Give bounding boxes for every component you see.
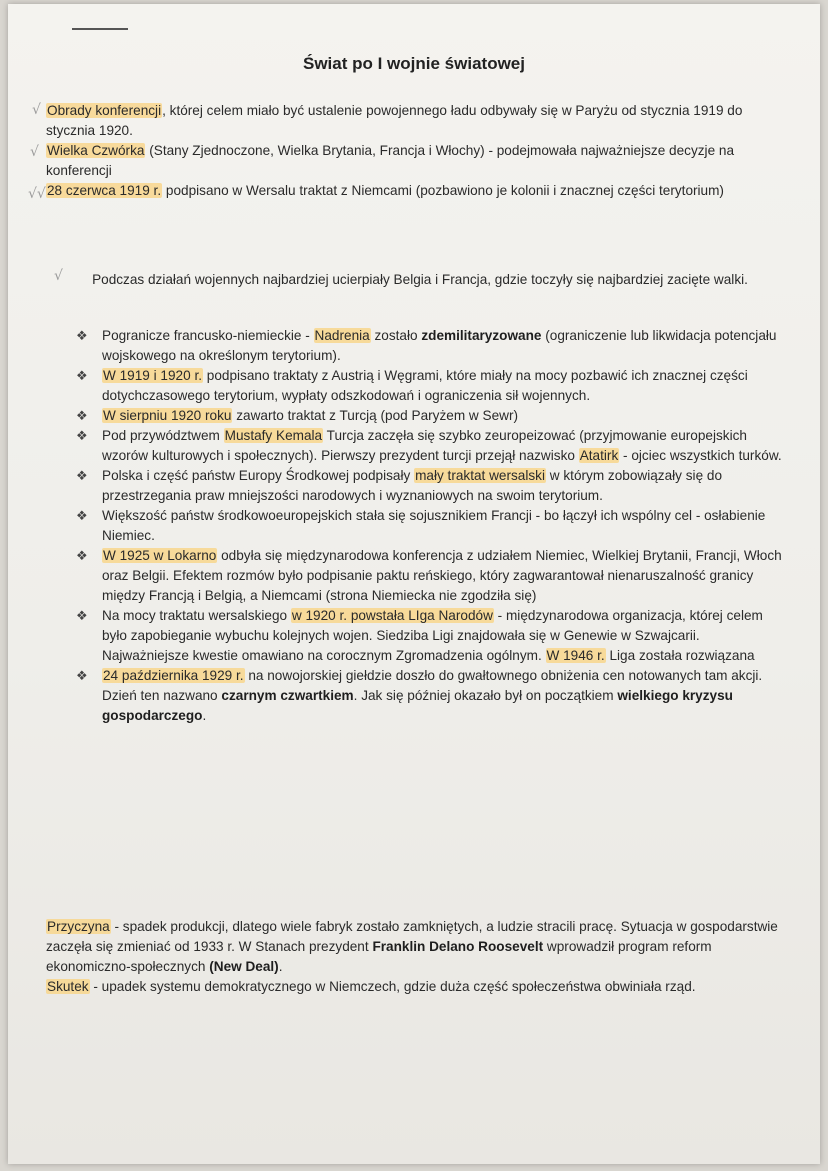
list-item-text: [102, 328, 776, 363]
highlighted-text: Mustafy Kemala: [224, 428, 323, 443]
text-run: - spadek produkcji, dlatego wiele fabryk zostało zamkniętych, a ludzie stracili pracę. Sytuacja w gospodarstwie zaczęła się zmieniać od 1933 r. W Stanach prezydent: [46, 919, 778, 954]
text-run: Na mocy traktatu wersalskiego: [102, 608, 291, 623]
bold-text: wielkiego kryzysu gospodarczego: [102, 688, 733, 723]
list-item: [74, 466, 786, 506]
highlighted-text: W 1919 i 1920 r.: [103, 368, 202, 383]
list-item-text: [102, 368, 748, 403]
text-run: na nowojorskiej giełdzie doszło do gwałtownego obniżenia cen notowanych tam akcji. Dzień ten nazwano: [102, 668, 763, 703]
check-mark-icon: √√: [28, 186, 46, 202]
text-run: Liga została rozwiązana: [605, 648, 755, 663]
list-item: [74, 546, 786, 606]
highlighted-text: Wielka Czwórka: [47, 143, 145, 158]
text-run: (ograniczenie lub likwidacja potencjału wojskowego na określonym terytorium).: [102, 328, 777, 363]
list-item: [74, 426, 786, 466]
highlighted-text: Skutek: [47, 979, 89, 994]
highlighted-text: 24 października 1929 r.: [103, 668, 244, 683]
list-item: [74, 506, 786, 546]
diamond-bullet-icon: ❖: [76, 668, 88, 683]
outro-section: [46, 917, 790, 997]
war-paragraph: Podczas działań wojennych najbardziej ucierpiały Belgia i Francja, gdzie toczyły się najbardziej zacięte walki.: [92, 272, 748, 287]
diamond-bullet-icon: ❖: [76, 368, 88, 383]
highlighted-text: W sierpniu 1920 roku: [103, 408, 232, 423]
page-title: Świat po I wojnie światowej: [303, 54, 525, 73]
text-run: Pogranicze francusko-niemieckie -: [102, 328, 314, 343]
list-item: [74, 666, 786, 726]
list-item-text: [102, 548, 782, 603]
check-mark-icon: √: [32, 102, 41, 118]
bold-text: zdemilitaryzowane: [421, 328, 542, 343]
text-run: wprowadził program reform ekonomiczno-społecznych: [46, 939, 712, 974]
text-run: Polska i część państw Europy Środkowej podpisały: [102, 468, 415, 483]
list-item-text: [102, 428, 782, 463]
diamond-bullet-icon: ❖: [76, 468, 88, 483]
text-run: .: [278, 959, 283, 974]
text-run: (Stany Zjednoczone, Wielka Brytania, Francja i Włochy) - podejmowała najważniejsze decyzje na konferencji: [46, 143, 735, 178]
top-rule: [72, 28, 128, 30]
text-run: w którym zobowiązały się do przestrzegania praw mniejszości narodowych i wyznaniowych na swoim terytorium.: [102, 468, 723, 503]
intro-paragraph: [46, 141, 790, 181]
bold-text: czarnym czwartkiem: [221, 688, 354, 703]
list-item: [74, 606, 786, 666]
list-item-text: [102, 508, 765, 543]
text-run: podpisano w Wersalu traktat z Niemcami (pozbawiono je kolonii i znacznej części terytorium): [162, 183, 724, 198]
text-run: zawarto traktat z Turcją (pod Paryżem w Sewr): [232, 408, 519, 423]
highlighted-text: Nadrenia: [314, 328, 370, 343]
highlighted-text: w 1920 r. powstała LIga Narodów: [291, 608, 493, 623]
diamond-bullet-icon: ❖: [76, 328, 88, 343]
highlighted-text: W 1925 w Lokarno: [103, 548, 217, 563]
highlighted-text: mały traktat wersalski: [415, 468, 545, 483]
diamond-bullet-icon: ❖: [76, 428, 88, 443]
outro-paragraph: [46, 977, 790, 997]
text-run: podpisano traktaty z Austrią i Węgrami, które miały na mocy pozbawić ich znacznej części dotychczasowego terytorium, wypłaty odszkodowań i ograniczenia sił wojennych.: [102, 368, 748, 403]
text-run: - upadek systemu demokratycznego w Niemczech, gdzie duża część społeczeństwa obwiniała rząd.: [89, 979, 696, 994]
intro-paragraph: [46, 101, 790, 141]
text-run: zostało: [370, 328, 422, 343]
outro-paragraph: [46, 917, 790, 977]
diamond-bullet-icon: ❖: [76, 508, 88, 523]
text-run: Turcja zaczęła się szybko zeuropeizować (przyjmowanie europejskich wzorów kulturowych i społecznych). Pierwszy prezydent turcji przejął nazwisko: [102, 428, 747, 463]
bold-text: Franklin Delano Roosevelt: [372, 939, 544, 954]
diamond-bullet-icon: ❖: [76, 608, 88, 623]
notebook-page: [8, 4, 820, 1164]
diamond-bullet-icon: ❖: [76, 408, 88, 423]
highlighted-text: Atatirk: [579, 448, 619, 463]
check-mark-icon: √: [30, 144, 39, 160]
text-run: Pod przywództwem: [102, 428, 224, 443]
list-item: [74, 406, 786, 426]
text-run: Większość państw środkowoeuropejskich stała się sojusznikiem Francji - bo łączył ich wspólny cel - osłabienie Niemiec.: [102, 508, 766, 543]
list-item-text: [102, 408, 518, 423]
highlighted-text: 28 czerwca 1919 r.: [47, 183, 162, 198]
text-run: .: [202, 708, 207, 723]
intro-paragraph: [46, 181, 790, 201]
list-item-text: [102, 668, 762, 723]
diamond-bullet-icon: ❖: [76, 548, 88, 563]
check-mark-icon: √: [54, 268, 63, 284]
bold-text: (New Deal): [209, 959, 279, 974]
highlighted-text: W 1946 r.: [546, 648, 605, 663]
text-run: odbyła się międzynarodowa konferencja z udziałem Niemiec, Wielkiej Brytanii, Francji, Włoch oraz Belgii. Efektem rozmów było podpisanie paktu reńskiego, który zagwarantował nienaruszalność granicy między Francją i Belgią, a Niemcami (strona Niemiecka nie zgodziła się): [102, 548, 782, 603]
text-run: , której celem miało być ustalenie powojennego ładu odbywały się w Paryżu od stycznia 1919 do stycznia 1920.: [46, 103, 743, 138]
text-run: - międzynarodowa organizacja, której celem było zapobieganie wybuchu kolejnych wojen. Siedziba Ligi znajdowała się w Genewie w Szwajcarii. Najważniejsze kwestie omawiano na corocznym Zgromadzenia ogólnym.: [102, 608, 763, 663]
bullet-list: [74, 326, 786, 726]
list-item: [74, 326, 786, 366]
list-item-text: [102, 468, 722, 503]
intro-section: [46, 101, 790, 201]
list-item: [74, 366, 786, 406]
highlighted-text: Przyczyna: [47, 919, 110, 934]
text-run: - ojciec wszystkich turków.: [619, 448, 782, 463]
text-run: . Jak się później okazało był on początkiem: [353, 688, 618, 703]
list-item-text: [102, 608, 763, 663]
highlighted-text: Obrady konferencji: [47, 103, 162, 118]
